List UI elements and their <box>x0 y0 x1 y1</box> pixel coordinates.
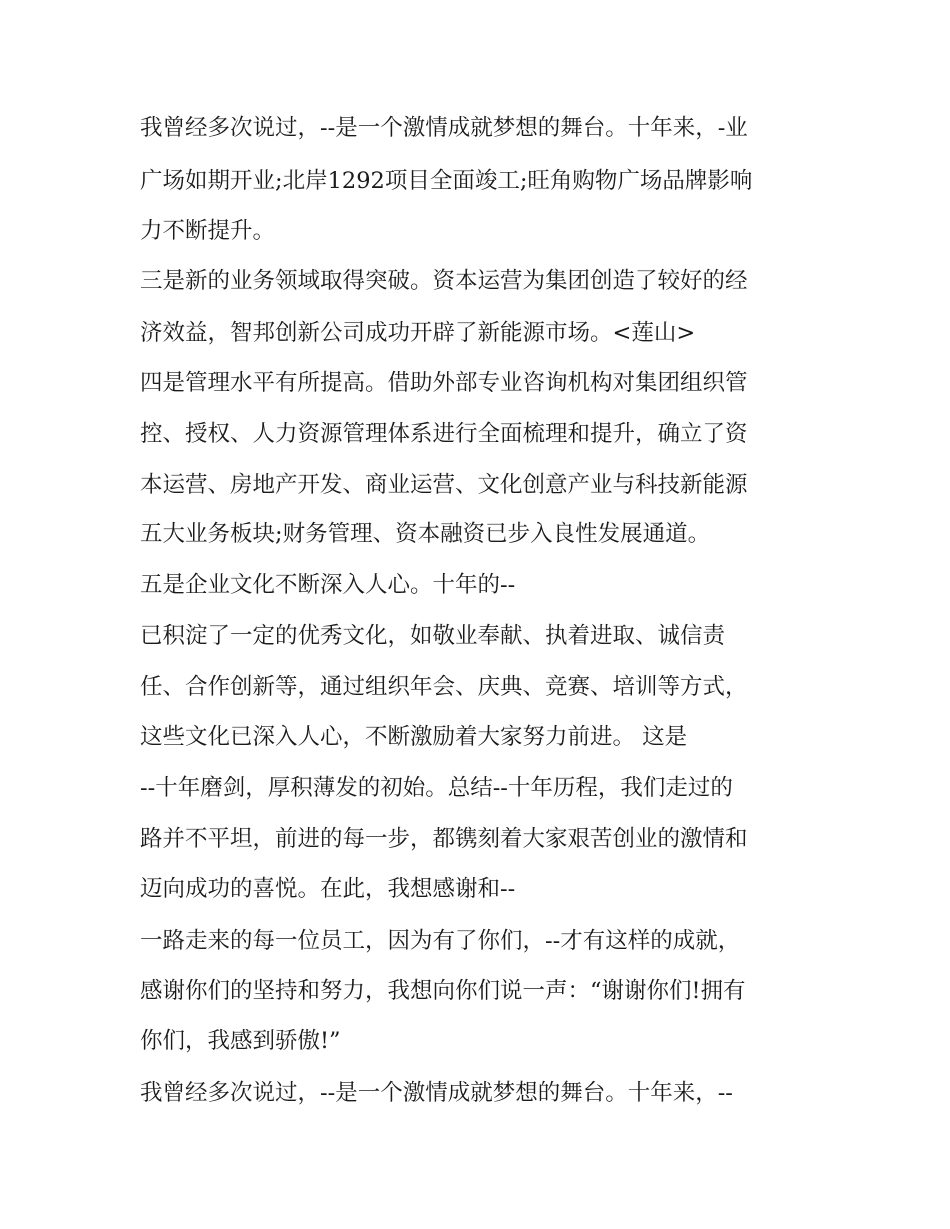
text-line: 力不断提升。 <box>140 218 276 244</box>
text-line: 你们，我感到骄傲!” <box>140 1028 341 1054</box>
text-line: --十年磨剑，厚积薄发的初始。总结--十年历程，我们走过的 <box>140 775 733 801</box>
text-line: 五是企业文化不断深入人心。十年的-- <box>140 572 516 598</box>
text-line: 我曾经多次说过，--是一个激情成就梦想的舞台。十年来，-- <box>140 1080 733 1106</box>
text-line: 控、授权、人力资源管理体系进行全面梳理和提升，确立了资 <box>140 421 748 447</box>
text-line: 一路走来的每一位员工，因为有了你们，--才有这样的成就， <box>140 928 741 954</box>
text-line: 本运营、房地产开发、商业运营、文化创意产业与科技新能源 <box>140 472 748 498</box>
text-line: 三是新的业务领域取得突破。资本运营为集团创造了较好的经 <box>140 268 748 294</box>
text-line: 感谢你们的坚持和努力，我想向你们说一声：“谢谢你们!拥有 <box>140 978 746 1004</box>
text-line: 济效益，智邦创新公司成功开辟了新能源市场。<莲山> <box>140 320 696 346</box>
text-line: 这些文化已深入人心，不断激励着大家努力前进。 这是 <box>140 724 688 750</box>
text-line: 五大业务板块;财务管理、资本融资已步入良性发展通道。 <box>140 521 711 547</box>
text-line: 我曾经多次说过，--是一个激情成就梦想的舞台。十年来，-业 <box>140 115 748 141</box>
text-line: 广场如期开业;北岸1292项目全面竣工;旺角购物广场品牌影响 <box>140 168 753 194</box>
text-line: 路并不平坦，前进的每一步，都镌刻着大家艰苦创业的激情和 <box>140 826 748 852</box>
text-line: 任、合作创新等，通过组织年会、庆典、竞赛、培训等方式， <box>140 674 748 700</box>
text-line: 迈向成功的喜悦。在此，我想感谢和-- <box>140 876 516 902</box>
text-line: 四是管理水平有所提高。借助外部专业咨询机构对集团组织管 <box>140 370 748 396</box>
text-line: 已积淀了一定的优秀文化，如敬业奉献、执着进取、诚信责 <box>140 623 726 649</box>
